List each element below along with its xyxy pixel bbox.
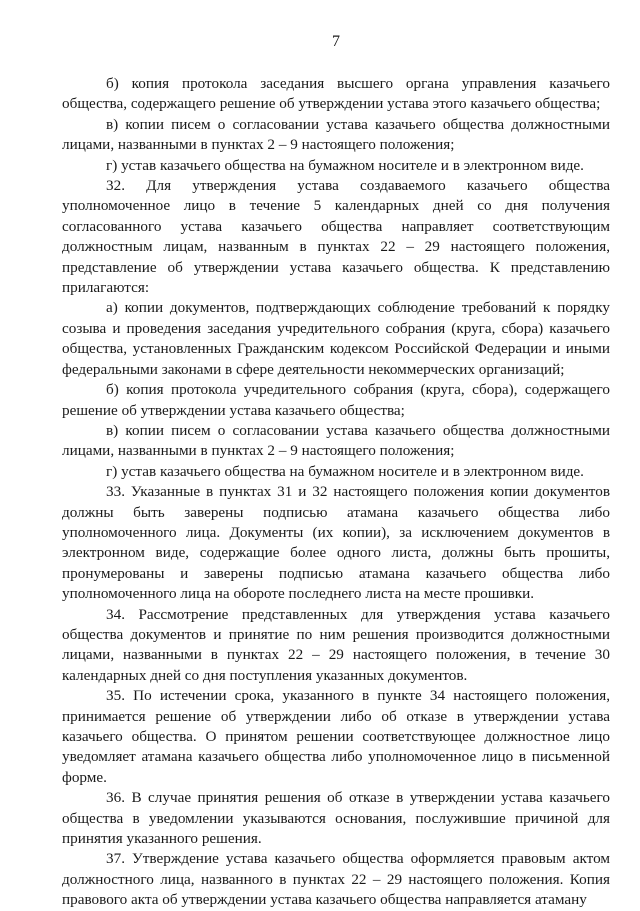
paragraph: 32. Для утверждения устава создаваемого казачьего общества уполномоченное лицо в течение 5 календарных дней со дня получения согласованного устава казачьего общества направляет соответствующим должностным лицам, названным в пунктах 22 – 29 настоящего положения, представление об утверждении устава казачьего общества. К представлению прилагаются: bbox=[62, 177, 610, 297]
paragraph: 35. По истечении срока, указанного в пункте 34 настоящего положения, принимается решение об утверждении либо об отказе в утверждении устава казачьего общества. О принятом решении соответствующее должностное лицо уведомляет атамана казачьего общества либо уполномоченное лицо в письменной форме. bbox=[62, 687, 610, 786]
paragraph: 33. Указанные в пунктах 31 и 32 настоящего положения копии документов должны быть заверены подписью атамана казачьего общества либо уполномоченного лица. Документы (их копии), за исключением документов в электронном виде, содержащие более одного листа, должны быть прошиты, пронумерованы и заверены подписью атамана казачьего общества либо уполномоченного лица на обороте последнего листа на месте прошивки. bbox=[62, 483, 610, 603]
paragraph: г) устав казачьего общества на бумажном носителе и в электронном виде. bbox=[106, 156, 584, 174]
paragraph: б) копия протокола учредительного собрания (круга, сбора), содержащего решение об утверждении устава казачьего общества; bbox=[62, 381, 610, 419]
paragraph: г) устав казачьего общества на бумажном носителе и в электронном виде. bbox=[106, 462, 584, 480]
paragraph: в) копии писем о согласовании устава казачьего общества должностными лицами, названными в пунктах 2 – 9 настоящего положения; bbox=[62, 115, 610, 154]
paragraph: в) копии писем о согласовании устава казачьего общества должностными лицами, названными в пунктах 2 – 9 настоящего положения; bbox=[62, 421, 610, 460]
paragraph: а) копии документов, подтверждающих соблюдение требований к порядку созыва и проведения заседания учредительного собрания (круга, сбора) казачьего общества, установленных Гражданским кодексом Российской Федерации и иными федеральными законами в сфере деятельности некоммерческих организаций; bbox=[62, 299, 610, 378]
paragraph: 34. Рассмотрение представленных для утверждения устава казачьего общества документов и принятие по ним решения производится должностными лицами, названными в пунктах 22 – 29 настоящего положения, в течение 30 календарных дней со дня поступления указанных документов. bbox=[62, 605, 610, 684]
paragraph: б) копия протокола заседания высшего органа управления казачьего общества, содержащего решение об утверждении устава этого казачьего общества; bbox=[62, 75, 610, 113]
paragraph: 36. В случае принятия решения об отказе в утверждении устава казачьего общества в уведомлении указываются основания, послужившие причиной для принятия указанного решения. bbox=[62, 789, 610, 848]
paragraph: 37. Утверждение устава казачьего общества оформляется правовым актом должностного лица, названного в пунктах 22 – 29 настоящего положения. Копия правового акта об утверждении устава казачьего общества направляется атаману bbox=[62, 850, 610, 909]
page-number: 7 bbox=[332, 33, 340, 50]
